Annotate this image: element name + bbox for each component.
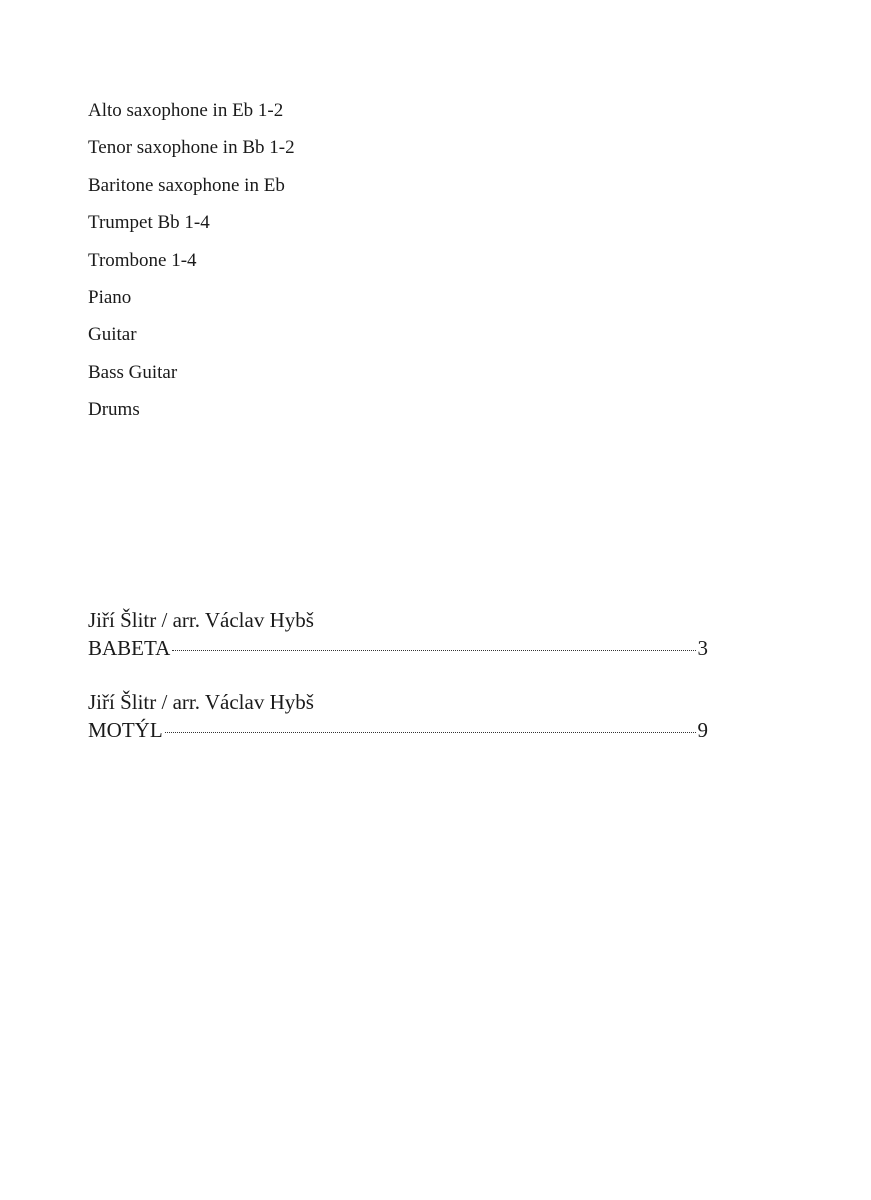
toc-entry bbox=[88, 606, 708, 662]
instrument-list bbox=[88, 92, 295, 429]
toc-page-number: 9 bbox=[697, 718, 708, 742]
toc-composer: Jiří Šlitr / arr. Václav Hybš bbox=[88, 690, 314, 714]
toc-entry bbox=[88, 688, 708, 744]
toc-title-row bbox=[88, 716, 708, 744]
instrument-item: Drums bbox=[88, 399, 140, 421]
instrument-item: Baritone saxophone in Eb bbox=[88, 174, 285, 196]
toc-page-number: 3 bbox=[697, 636, 708, 660]
instrument-item: Guitar bbox=[88, 324, 137, 346]
instrument-item: Piano bbox=[88, 286, 132, 308]
dot-leader bbox=[172, 650, 695, 651]
instrument-item: Bass Guitar bbox=[88, 361, 178, 383]
instrument-item: Tenor saxophone in Bb 1-2 bbox=[88, 137, 295, 159]
instrument-item: Trumpet Bb 1-4 bbox=[88, 212, 210, 234]
instrument-item: Trombone 1-4 bbox=[88, 249, 197, 271]
table-of-contents bbox=[88, 606, 708, 770]
toc-title: BABETA bbox=[88, 636, 171, 660]
toc-composer: Jiří Šlitr / arr. Václav Hybš bbox=[88, 608, 314, 632]
toc-title-row bbox=[88, 634, 708, 662]
instrument-item: Alto saxophone in Eb 1-2 bbox=[88, 100, 284, 121]
dot-leader bbox=[165, 732, 696, 733]
toc-title: MOTÝL bbox=[88, 718, 163, 742]
